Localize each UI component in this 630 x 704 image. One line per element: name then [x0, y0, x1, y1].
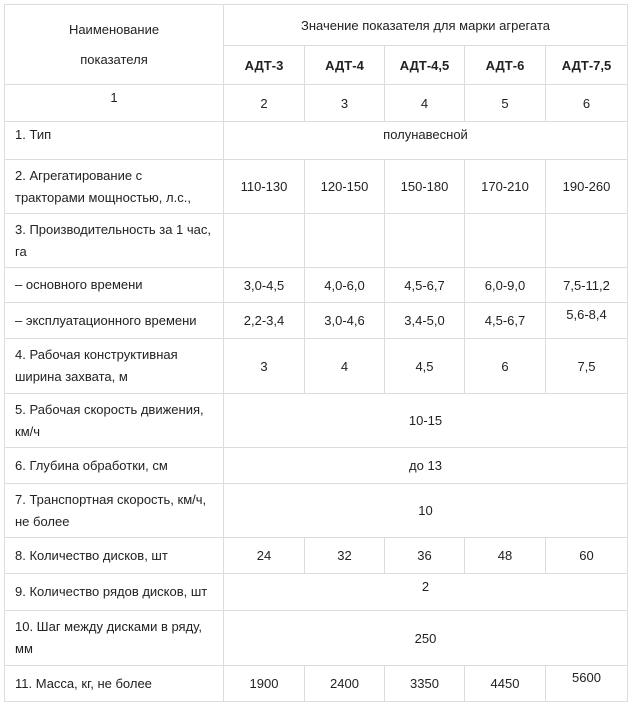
merged-value: 250 — [224, 611, 628, 666]
param-name-header-line1: Наименование — [68, 21, 160, 37]
merged-value-text: 2 — [421, 578, 430, 594]
value-cell: 3 — [224, 339, 305, 394]
merged-value-text: полунавесной — [383, 127, 468, 142]
column-number-5: 5 — [465, 85, 546, 122]
table-row — [5, 160, 628, 214]
table-row — [5, 484, 628, 538]
value-cell: 7,5-11,2 — [546, 268, 628, 303]
param-name-header-line2: показателя — [80, 51, 148, 67]
table-row — [5, 122, 628, 160]
value-cell — [224, 214, 305, 268]
value-cell — [305, 214, 385, 268]
column-number-6: 6 — [546, 85, 628, 122]
value-cell: 60 — [546, 538, 628, 574]
value-cell — [546, 214, 628, 268]
param-label: 8. Количество дисков, шт — [5, 538, 224, 574]
param-label — [5, 160, 224, 214]
value-cell: 150-180 — [385, 160, 465, 214]
value-cell: 24 — [224, 538, 305, 574]
param-label-line1: 7. Транспортная скорость, км/ч, — [15, 491, 207, 507]
grade-header-4: АДТ-6 — [465, 46, 546, 85]
value-cell: 4450 — [465, 666, 546, 702]
param-label: – основного времени — [5, 268, 224, 303]
value-cell: 190-260 — [546, 160, 628, 214]
table-row — [5, 214, 628, 268]
param-name-header — [5, 5, 224, 85]
merged-value: 10-15 — [224, 394, 628, 448]
param-label-line1: 2. Агрегатирование с — [15, 167, 143, 183]
value-cell: 170-210 — [465, 160, 546, 214]
value-cell: 7,5 — [546, 339, 628, 394]
merged-value: 10 — [224, 484, 628, 538]
param-label-line1: 3. Производительность за 1 час, — [15, 221, 212, 237]
grade-header-1: АДТ-3 — [224, 46, 305, 85]
param-label-line1: 10. Шаг между дисками в ряду, — [15, 619, 202, 634]
value-cell: 120-150 — [305, 160, 385, 214]
table-row — [5, 448, 628, 484]
value-cell: 110-130 — [224, 160, 305, 214]
value-cell — [385, 214, 465, 268]
param-label: 9. Количество рядов дисков, шт — [5, 574, 224, 611]
value-cell: 6 — [465, 339, 546, 394]
table-row — [5, 339, 628, 394]
value-cell: 2,2-3,4 — [224, 303, 305, 339]
param-label — [5, 394, 224, 448]
value-cell: 2400 — [305, 666, 385, 702]
param-label-line2: га — [15, 243, 27, 259]
merged-value — [224, 574, 628, 611]
merged-value — [224, 122, 628, 160]
table-row — [5, 303, 628, 339]
value-cell: 3,0-4,6 — [305, 303, 385, 339]
merged-value: до 13 — [224, 448, 628, 484]
column-number-1 — [5, 85, 224, 122]
param-label — [5, 611, 224, 666]
value-cell: 32 — [305, 538, 385, 574]
specs-table — [4, 4, 628, 702]
value-cell: 1900 — [224, 666, 305, 702]
param-label — [5, 214, 224, 268]
param-label-line2: не более — [15, 513, 70, 529]
value-cell: 4,5-6,7 — [465, 303, 546, 339]
value-cell: 48 — [465, 538, 546, 574]
value-cell: 36 — [385, 538, 465, 574]
column-number-4: 4 — [385, 85, 465, 122]
param-label: 6. Глубина обработки, см — [5, 448, 224, 484]
value-cell-text: 5,6-8,4 — [566, 307, 607, 322]
table-row — [5, 394, 628, 448]
header-row — [5, 5, 628, 46]
param-label-text: 1. Тип — [15, 126, 52, 142]
value-cell: 4,0-6,0 — [305, 268, 385, 303]
param-label-line1: 4. Рабочая конструктивная — [15, 347, 178, 362]
grade-header-2: АДТ-4 — [305, 46, 385, 85]
param-label-line2: мм — [15, 641, 33, 656]
param-label — [5, 339, 224, 394]
value-cell: 4,5-6,7 — [385, 268, 465, 303]
param-label: – эксплуатационного времени — [5, 303, 224, 339]
value-cell: 6,0-9,0 — [465, 268, 546, 303]
value-cell — [546, 666, 628, 702]
grade-header-5: АДТ-7,5 — [546, 46, 628, 85]
column-number-1-text: 1 — [110, 89, 118, 105]
value-cell — [546, 303, 628, 339]
param-label-line2: тракторами мощностью, л.с., — [15, 189, 191, 205]
grade-header-3: АДТ-4,5 — [385, 46, 465, 85]
value-cell: 3350 — [385, 666, 465, 702]
param-label — [5, 484, 224, 538]
value-header: Значение показателя для марки агрегата — [224, 5, 628, 46]
table-row — [5, 574, 628, 611]
value-cell-text: 5600 — [572, 670, 601, 685]
column-number-2: 2 — [224, 85, 305, 122]
param-label-line2: ширина захвата, м — [15, 369, 128, 384]
value-cell: 4 — [305, 339, 385, 394]
table-row — [5, 268, 628, 303]
value-cell: 4,5 — [385, 339, 465, 394]
value-cell — [465, 214, 546, 268]
column-number-row — [5, 85, 628, 122]
value-cell: 3,0-4,5 — [224, 268, 305, 303]
value-cell: 3,4-5,0 — [385, 303, 465, 339]
param-label-line2: км/ч — [15, 423, 41, 439]
table-row — [5, 611, 628, 666]
param-label: 11. Масса, кг, не более — [5, 666, 224, 702]
table-row — [5, 666, 628, 702]
table-row — [5, 538, 628, 574]
param-label — [5, 122, 224, 160]
column-number-3: 3 — [305, 85, 385, 122]
param-label-line1: 5. Рабочая скорость движения, — [15, 401, 204, 417]
